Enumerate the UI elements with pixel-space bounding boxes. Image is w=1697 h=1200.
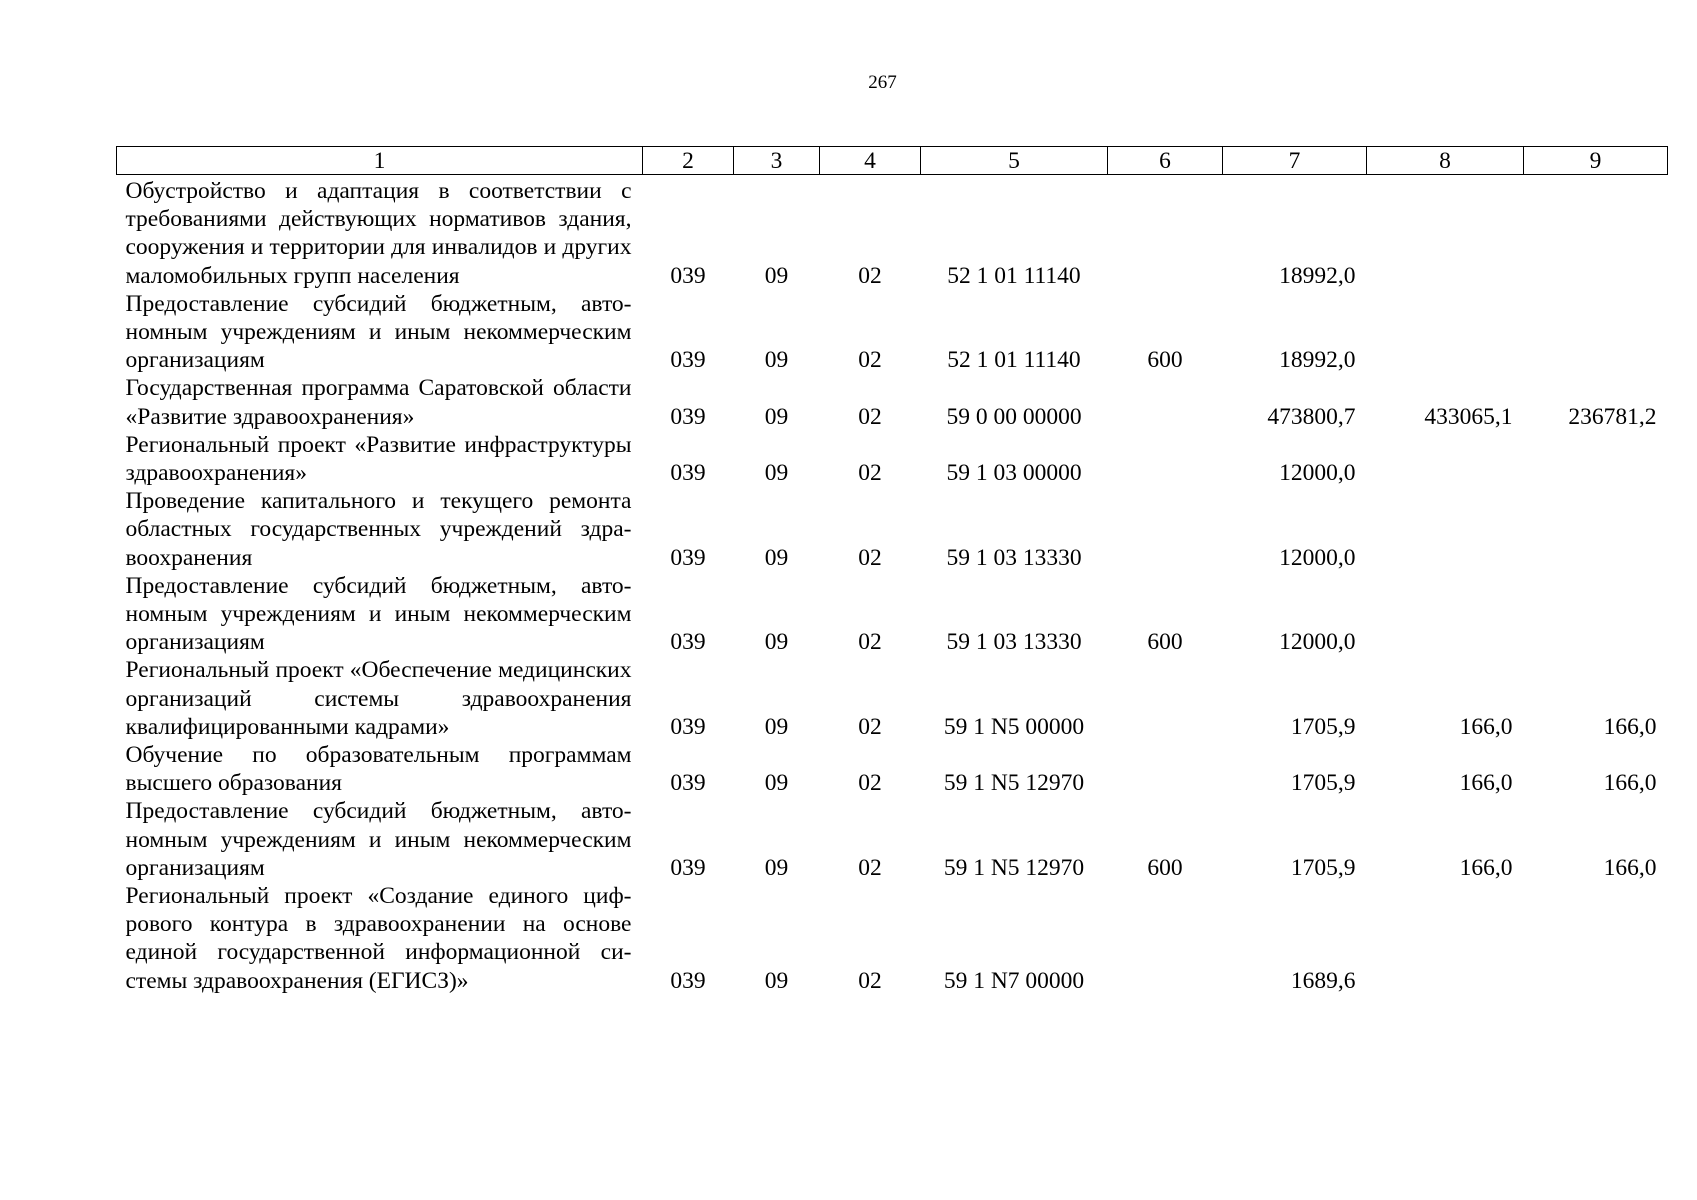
header-col-1: 1 — [117, 147, 643, 175]
amount-col-9 — [1524, 290, 1668, 375]
section-code: 09 — [764, 544, 789, 571]
target-article-code: 59 1 N7 00000 — [943, 967, 1085, 994]
expense-type-code — [1108, 882, 1223, 995]
section-code: 09 — [764, 629, 789, 656]
subsection-code: 02 — [858, 967, 882, 994]
subsection-code: 02 — [858, 460, 882, 487]
table-header — [117, 147, 1668, 175]
table-row — [117, 656, 1668, 741]
target-article-code: 52 1 01 11140 — [947, 262, 1081, 289]
ministry-code: 039 — [670, 460, 706, 487]
target-article-code: 59 1 N5 12970 — [943, 770, 1085, 797]
ministry-code: 039 — [670, 629, 706, 656]
header-col-3: 3 — [734, 147, 820, 175]
amount-col-8 — [1367, 487, 1524, 572]
ministry-code: 039 — [670, 544, 706, 571]
amount-col-7: 1705,9 — [1290, 770, 1356, 797]
ministry-code: 039 — [670, 854, 706, 881]
subsection-code: 02 — [858, 854, 882, 881]
section-code: 09 — [764, 460, 789, 487]
amount-col-9 — [1524, 572, 1668, 657]
row-name: Обустройство и адаптация в соответствии с требованиями действующих нормативов здания, сооружения и территории для инвалидов и других маломобильных групп населения — [125, 178, 632, 289]
table-row — [117, 797, 1668, 882]
amount-col-8 — [1367, 175, 1524, 290]
ministry-code: 039 — [670, 347, 706, 374]
amount-col-7: 12000,0 — [1279, 544, 1356, 571]
ministry-code: 039 — [670, 967, 706, 994]
ministry-code: 039 — [670, 770, 706, 797]
section-code: 09 — [764, 967, 789, 994]
budget-table — [116, 146, 1668, 995]
row-name: Предоставление субсидий бюджетным, автономным учреждениям и иным некоммерческим организациям — [125, 290, 632, 374]
table-row — [117, 572, 1668, 657]
expense-type-code — [1108, 175, 1223, 290]
amount-col-7: 18992,0 — [1279, 347, 1356, 374]
amount-col-9 — [1524, 175, 1668, 290]
table-row — [117, 431, 1668, 487]
target-article-code: 59 1 N5 12970 — [943, 854, 1085, 881]
amount-col-9 — [1524, 487, 1668, 572]
section-code: 09 — [764, 770, 789, 797]
table-body — [117, 175, 1668, 995]
subsection-code: 02 — [858, 262, 882, 289]
amount-col-7: 1689,6 — [1290, 967, 1356, 994]
section-code: 09 — [764, 403, 789, 430]
target-article-code: 59 0 00 00000 — [946, 403, 1082, 430]
amount-col-8 — [1367, 572, 1524, 657]
row-name: Проведение капитального и текущего ремонта областных государственных учреждений здравоохранения — [125, 488, 632, 571]
amount-col-9: 166,0 — [1603, 854, 1657, 881]
amount-col-8: 166,0 — [1459, 854, 1513, 881]
amount-col-8: 166,0 — [1459, 770, 1513, 797]
header-col-8: 8 — [1367, 147, 1524, 175]
amount-col-7: 12000,0 — [1279, 629, 1356, 656]
ministry-code: 039 — [670, 713, 706, 740]
expense-type-code — [1108, 741, 1223, 797]
table-row — [117, 175, 1668, 290]
header-col-5: 5 — [921, 147, 1108, 175]
header-col-9: 9 — [1524, 147, 1668, 175]
amount-col-7: 1705,9 — [1290, 854, 1356, 881]
row-name: Государственная программа Саратовской области «Развитие здравоохранения» — [125, 375, 632, 430]
table-row — [117, 290, 1668, 375]
section-code: 09 — [764, 262, 789, 289]
table-row — [117, 882, 1668, 995]
row-name: Обучение по образовательным программам высшего образования — [125, 742, 632, 797]
amount-col-8 — [1367, 290, 1524, 375]
amount-col-9: 166,0 — [1603, 770, 1657, 797]
header-row — [117, 147, 1668, 175]
expense-type-code — [1108, 656, 1223, 741]
amount-col-8 — [1367, 882, 1524, 995]
expense-type-code: 600 — [1147, 854, 1183, 881]
row-name: Региональный проект «Обеспечение медицинских организаций системы здравоохранения квалифицированными кадрами» — [125, 657, 632, 740]
target-article-code: 59 1 03 13330 — [946, 629, 1082, 656]
subsection-code: 02 — [858, 770, 882, 797]
target-article-code: 59 1 03 13330 — [946, 544, 1082, 571]
amount-col-8: 433065,1 — [1424, 403, 1513, 430]
amount-col-9 — [1524, 882, 1668, 995]
subsection-code: 02 — [858, 544, 882, 571]
amount-col-7: 12000,0 — [1279, 460, 1356, 487]
amount-col-8: 166,0 — [1459, 713, 1513, 740]
table-row — [117, 741, 1668, 797]
amount-col-7: 473800,7 — [1267, 403, 1356, 430]
expense-type-code: 600 — [1147, 347, 1183, 374]
expense-type-code — [1108, 487, 1223, 572]
amount-col-8 — [1367, 431, 1524, 487]
amount-col-9: 236781,2 — [1568, 403, 1657, 430]
row-name: Региональный проект «Создание единого цифрового контура в здравоохранении на основе единой государственной информационной системы здравоохранения (ЕГИСЗ)» — [125, 883, 632, 994]
subsection-code: 02 — [858, 713, 882, 740]
expense-type-code: 600 — [1147, 629, 1183, 656]
expense-type-code — [1108, 431, 1223, 487]
row-name: Предоставление субсидий бюджетным, автономным учреждениям и иным некоммерческим организациям — [125, 572, 632, 656]
target-article-code: 59 1 03 00000 — [946, 460, 1082, 487]
header-col-4: 4 — [820, 147, 921, 175]
subsection-code: 02 — [858, 403, 882, 430]
header-col-2: 2 — [643, 147, 734, 175]
amount-col-7: 1705,9 — [1290, 713, 1356, 740]
page-number: 267 — [868, 72, 897, 93]
table-row — [117, 487, 1668, 572]
row-name: Предоставление субсидий бюджетным, автономным учреждениям и иным некоммерческим организациям — [125, 798, 632, 881]
ministry-code: 039 — [670, 262, 706, 289]
subsection-code: 02 — [858, 629, 882, 656]
section-code: 09 — [764, 713, 789, 740]
header-col-7: 7 — [1223, 147, 1367, 175]
target-article-code: 59 1 N5 00000 — [943, 713, 1085, 740]
section-code: 09 — [764, 854, 789, 881]
target-article-code: 52 1 01 11140 — [947, 347, 1081, 374]
ministry-code: 039 — [670, 403, 706, 430]
expense-type-code — [1108, 374, 1223, 430]
amount-col-9 — [1524, 431, 1668, 487]
section-code: 09 — [764, 347, 789, 374]
table-row — [117, 374, 1668, 430]
amount-col-7: 18992,0 — [1279, 262, 1356, 289]
row-name: Региональный проект «Развитие инфраструктуры здравоохранения» — [125, 431, 632, 487]
header-col-6: 6 — [1108, 147, 1223, 175]
amount-col-9: 166,0 — [1603, 713, 1657, 740]
subsection-code: 02 — [858, 347, 882, 374]
